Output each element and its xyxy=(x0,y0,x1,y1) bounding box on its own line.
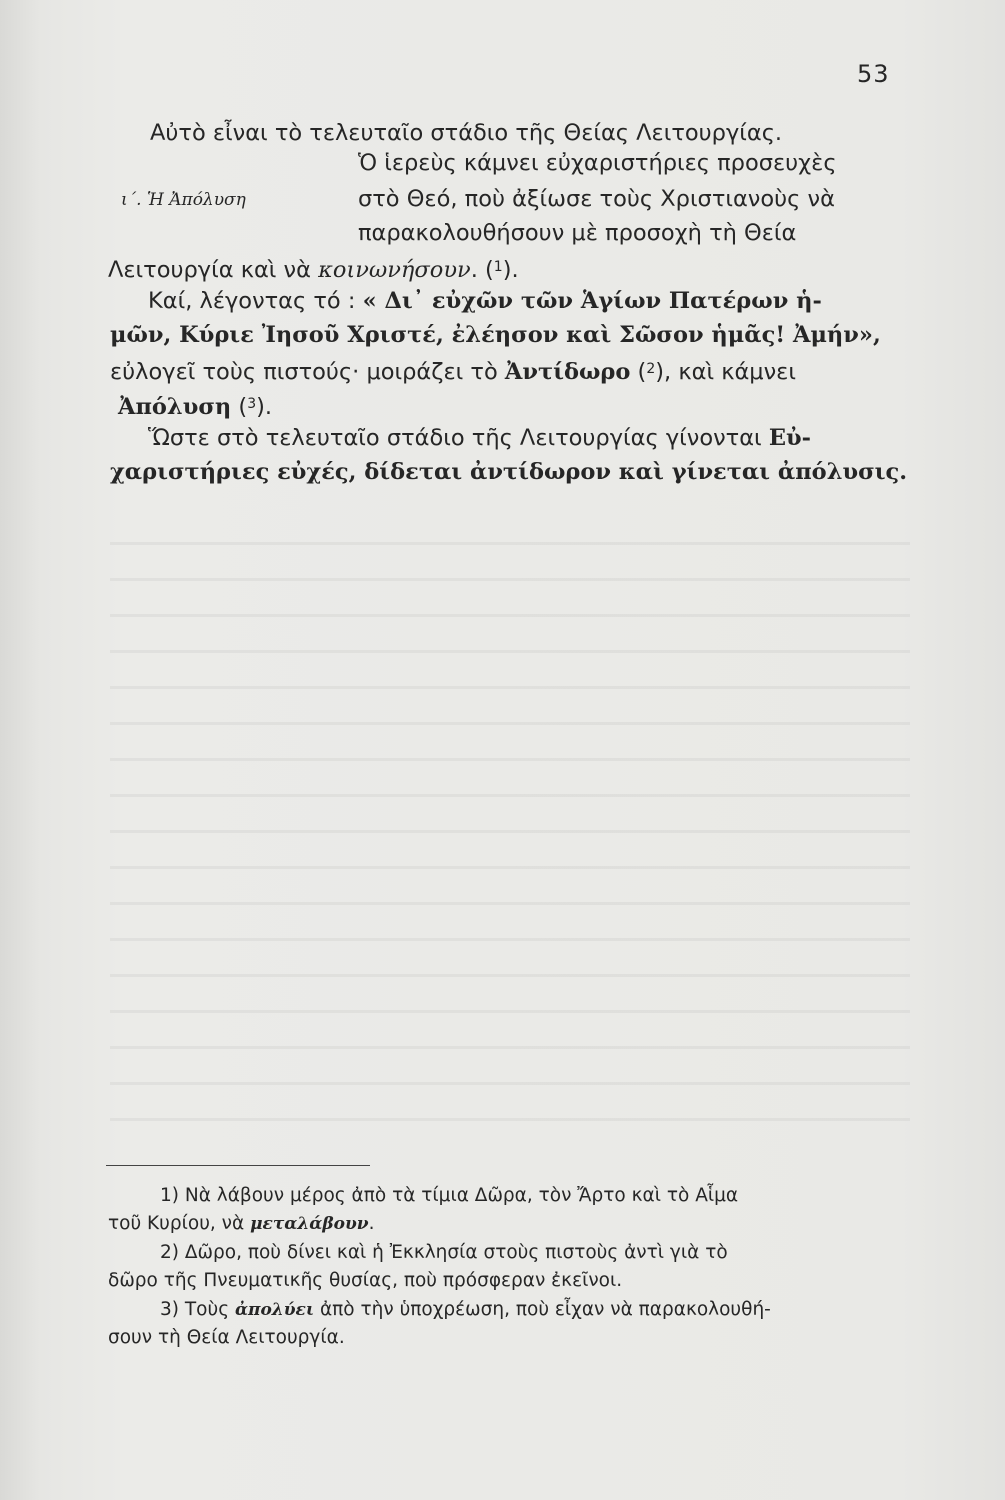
footnote-2-line-1: 2) Δῶρο, ποὺ δίνει καὶ ἡ Ἐκκλησία στοὺς πιστοὺς ἀντὶ γιὰ τὸ xyxy=(160,1242,728,1263)
footnote-1-italic: μεταλάβουν xyxy=(250,1214,369,1234)
footnote-3-text: 3) Τοὺς xyxy=(160,1299,235,1320)
body-line-4: παρακολουθήσουν μὲ προσοχὴ τὴ Θεία xyxy=(358,220,797,246)
footnote-2-line-2: δῶρο τῆς Πνευματικῆς θυσίας, ποὺ πρόσφεραν ἐκεῖνοι. xyxy=(108,1270,623,1291)
body-line-9 xyxy=(118,389,272,422)
page-number: 53 xyxy=(857,60,890,88)
footnote-ref-3: 3 xyxy=(247,396,257,412)
footnote-ref-2: 2 xyxy=(646,361,656,377)
body-line-10-text: Ὥστε στὸ τελευταῖο στάδιο τῆς Λειτουργίας γίνονται xyxy=(148,425,769,451)
body-line-3: στὸ Θεό, ποὺ ἀξίωσε τοὺς Χριστιανοὺς νὰ xyxy=(358,186,835,212)
body-line-8-text: εὐλογεῖ τοὺς πιστούς· μοιράζει τὸ xyxy=(110,359,505,385)
footnote-1-end: . xyxy=(368,1213,375,1234)
body-line-6-bold: « Δι᾽ εὐχῶν τῶν Ἁγίων Πατέρων ἡ- xyxy=(362,288,822,314)
footnote-ref-1: 1 xyxy=(493,259,503,275)
footnote-3-rest: ἀπὸ τὴν ὑποχρέωση, ποὺ εἶχαν νὰ παρακολουθή- xyxy=(314,1299,771,1320)
body-line-6 xyxy=(148,286,822,316)
body-line-5-text: Λειτουργία καὶ νὰ xyxy=(108,257,319,283)
section-sidenote: ι΄. Ἡ Ἀπόλυση xyxy=(121,190,246,210)
body-line-8-bold: Ἀντίδωρο xyxy=(504,359,631,385)
body-line-9-bold: Ἀπόλυση xyxy=(118,394,232,420)
body-line-8-paren: ( xyxy=(630,359,647,385)
body-line-9-end: ). xyxy=(256,394,273,420)
body-line-5-end: ). xyxy=(502,257,519,283)
body-line-11: χαριστήριες εὐχές, δίδεται ἀντίδωρον καὶ γίνεται ἀπόλυσις. xyxy=(110,459,908,485)
body-line-10 xyxy=(148,423,811,453)
body-line-6-text: Καί, λέγοντας τό : xyxy=(148,288,363,314)
footnote-3-line-1 xyxy=(160,1297,771,1323)
body-line-5-paren: . ( xyxy=(470,257,494,283)
footnote-1-line-2 xyxy=(108,1211,375,1237)
bleed-through-text xyxy=(110,520,910,1140)
footnote-rule xyxy=(106,1165,370,1166)
body-line-2: Ὁ ἱερεὺς κάμνει εὐχαριστήριες προσευχὲς xyxy=(358,150,837,176)
body-line-5 xyxy=(108,252,519,285)
body-line-5-italic: κοινωνήσουν xyxy=(318,257,471,283)
footnote-1-line-1: 1) Νὰ λάβουν μέρος ἀπὸ τὰ τίμια Δῶρα, τὸν Ἄρτο καὶ τὸ Αἷμα xyxy=(160,1185,739,1206)
body-line-9-paren: ( xyxy=(231,394,248,420)
footnote-3-line-2: σουν τὴ Θεία Λειτουργία. xyxy=(108,1327,345,1348)
body-line-8 xyxy=(110,354,796,387)
footnote-1-text: τοῦ Κυρίου, νὰ xyxy=(108,1213,251,1234)
body-line-10-bold: Εὐ- xyxy=(768,425,811,451)
footnote-3-italic: ἀπολύει xyxy=(234,1300,315,1320)
body-line-7: μῶν, Κύριε Ἰησοῦ Χριστέ, ἐλέησον καὶ Σῶσον ἡμᾶς! Ἀμήν», xyxy=(110,322,881,348)
body-line-1: Αὐτὸ εἶναι τὸ τελευταῖο στάδιο τῆς Θείας Λειτουργίας. xyxy=(150,120,783,146)
body-line-8-end: ), καὶ κάμνει xyxy=(655,359,796,385)
